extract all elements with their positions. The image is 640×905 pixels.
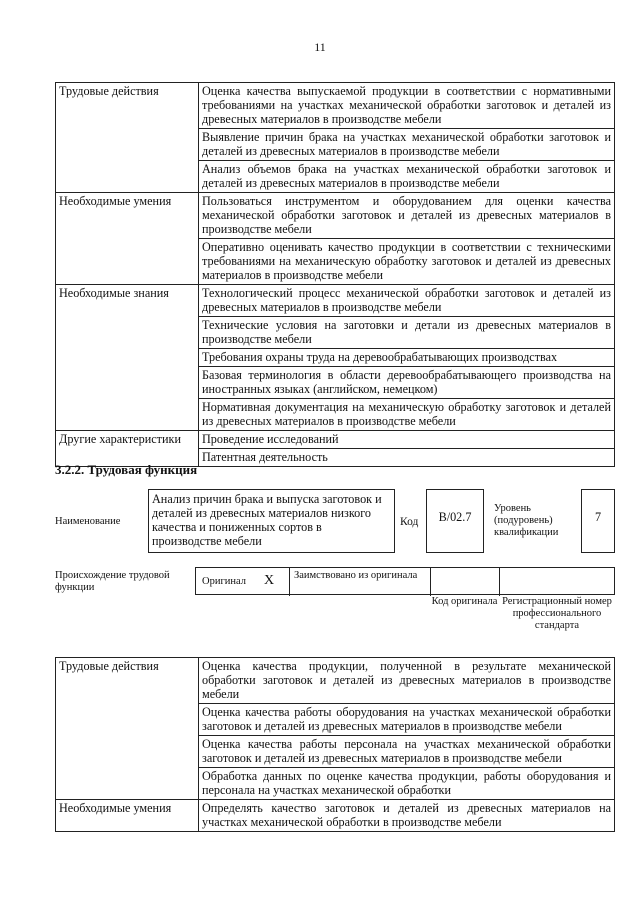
- table-row: [56, 193, 615, 239]
- section-heading: 3.2.2. Трудовая функция: [55, 462, 198, 477]
- competency-table-1: [55, 82, 615, 467]
- competency-table-2: [55, 657, 615, 832]
- original-label: Оригинал: [202, 576, 246, 587]
- row-value: Требования охраны труда на деревообрабатывающих производствах: [199, 349, 615, 367]
- table-row: [56, 800, 615, 832]
- level-label: Уровень (подуровень) квалификации: [494, 503, 559, 538]
- row-value: Проведение исследований: [199, 431, 615, 449]
- row-value: Анализ объемов брака на участках механической обработки заготовок и деталей из древесных материалов в производстве мебели: [199, 161, 615, 193]
- name-label: Наименование: [55, 516, 121, 527]
- row-value: Пользоваться инструментом и оборудованием для оценки качества механической обработки заготовок и деталей из древесных материалов в производстве мебели: [199, 193, 615, 239]
- table-row: [56, 431, 615, 449]
- row-value: Технические условия на заготовки и детали из древесных материалов в производстве мебели: [199, 317, 615, 349]
- row-label: Трудовые действия: [56, 658, 199, 800]
- row-value: Оперативно оценивать качество продукции в соответствии с техническими требованиями на механическую обработку заготовок и деталей из древесных материалов в производстве мебели: [199, 239, 615, 285]
- origin-row: [195, 567, 615, 595]
- original-mark: X: [264, 573, 275, 588]
- level-value-box: 7: [581, 489, 615, 553]
- row-value: Технологический процесс механической обработки заготовок и деталей из древесных материалов в производстве мебели: [199, 285, 615, 317]
- borrowed-cell: [290, 568, 431, 596]
- borrowed-label: Заимствовано из оригинала: [294, 570, 418, 581]
- origin-code-cell: [431, 568, 500, 596]
- row-label: Необходимые умения: [56, 193, 199, 285]
- origin-code-caption: Код оригинала: [431, 596, 498, 607]
- row-label: Необходимые умения: [56, 800, 199, 832]
- reg-number-cell: [500, 568, 615, 596]
- row-value: Патентная деятельность: [199, 449, 615, 467]
- row-label: Трудовые действия: [56, 83, 199, 193]
- page-number: 11: [314, 40, 326, 54]
- row-value: Выявление причин брака на участках механической обработки заготовок и деталей из древесных материалов в производстве мебели: [199, 129, 615, 161]
- row-value: Оценка качества продукции, полученной в результате механической обработки заготовок и деталей из древесных материалов в производстве мебели: [199, 658, 615, 704]
- original-cell: [196, 568, 290, 596]
- row-value: Обработка данных по оценке качества продукции, работы оборудования и персонала на участках механической обработки: [199, 768, 615, 800]
- row-value: Оценка качества работы оборудования на участках механической обработки заготовок и деталей из древесных материалов в производстве мебели: [199, 704, 615, 736]
- table-row: [56, 285, 615, 317]
- reg-number-caption: Регистрационный номер профессионального стандарта: [502, 596, 612, 631]
- code-value-box: B/02.7: [426, 489, 484, 553]
- row-value: Базовая терминология в области деревообрабатывающего производства на иностранных языках (английском, немецком): [199, 367, 615, 399]
- row-value: Определять качество заготовок и деталей из древесных материалов на участках механической обработки в производстве мебели: [199, 800, 615, 832]
- table-row: [56, 658, 615, 704]
- function-name-box: Анализ причин брака и выпуска заготовок и деталей из древесных материалов низкого качества и пониженных сортов в производстве мебели: [148, 489, 395, 553]
- row-value: Оценка качества выпускаемой продукции в соответствии с нормативными требованиями на участках механической обработки заготовок и деталей из древесных материалов в производстве мебели: [199, 83, 615, 129]
- origin-label: Происхождение трудовой функции: [55, 570, 170, 593]
- row-value: Оценка качества работы персонала на участках механической обработки заготовок и деталей из древесных материалов в производстве мебели: [199, 736, 615, 768]
- row-value: Нормативная документация на механическую обработку заготовок и деталей из древесных материалов в производстве мебели: [199, 399, 615, 431]
- row-label: Другие характеристики: [56, 431, 199, 467]
- row-label: Необходимые знания: [56, 285, 199, 431]
- code-label: Код: [400, 516, 419, 528]
- table-row: [56, 83, 615, 129]
